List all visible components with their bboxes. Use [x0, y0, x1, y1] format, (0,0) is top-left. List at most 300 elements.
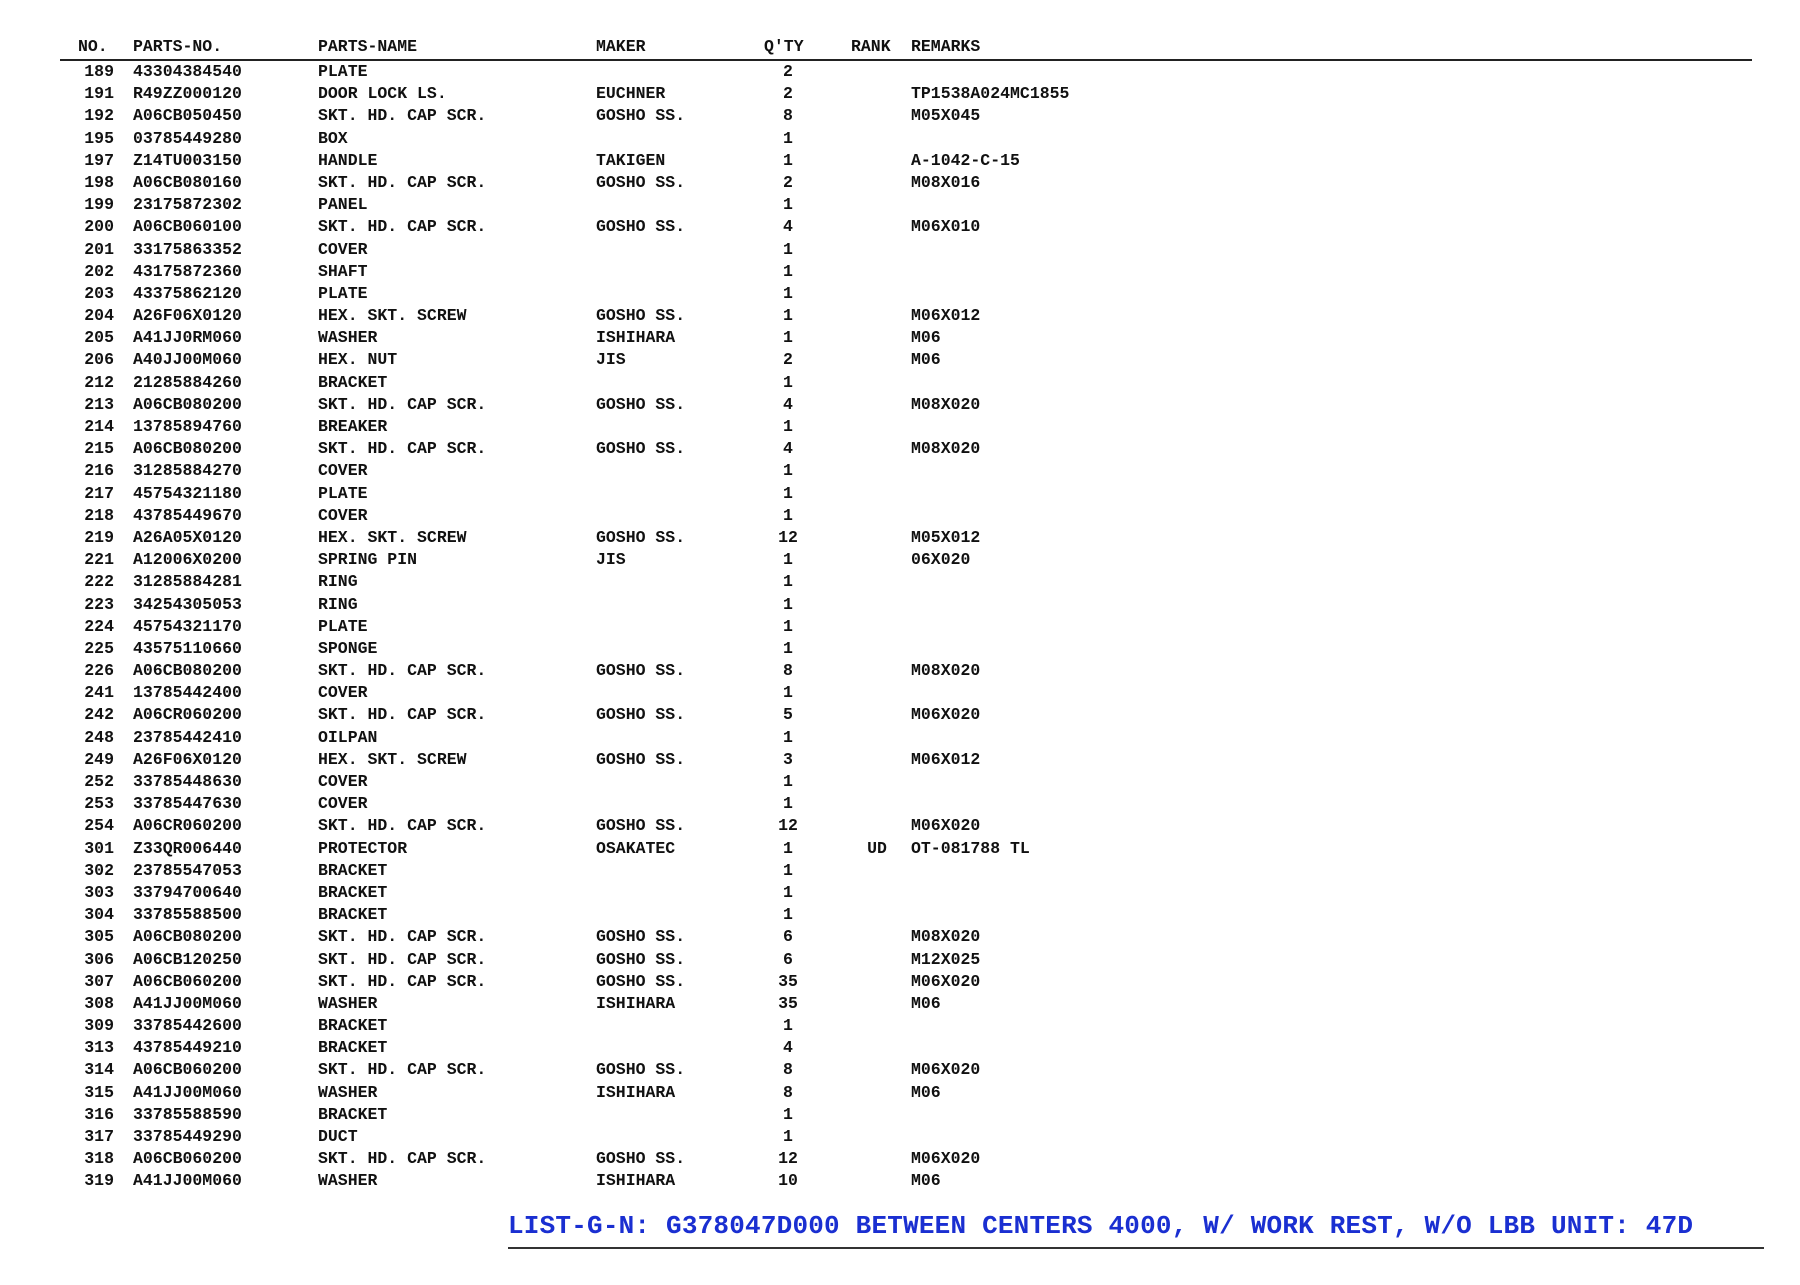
row-parts-name: BRACKET — [318, 1016, 388, 1036]
table-body — [60, 61, 1752, 1193]
row-remarks: M05X012 — [911, 527, 981, 547]
row-no: 205 — [84, 328, 114, 348]
row-parts-name: COVER — [318, 239, 368, 259]
row-maker: TAKIGEN — [596, 150, 666, 170]
row-remarks: M06 — [911, 1171, 941, 1191]
row-parts-no: 33785449290 — [133, 1127, 242, 1146]
row-qty: 1 — [783, 616, 793, 636]
row-maker: GOSHO SS. — [596, 1060, 686, 1080]
table-row — [60, 993, 1752, 1015]
row-maker: ISHIHARA — [596, 993, 676, 1013]
row-parts-no: 45754321180 — [133, 483, 242, 503]
row-qty: 8 — [783, 1082, 793, 1102]
row-qty: 6 — [783, 927, 793, 947]
row-no: 313 — [84, 1038, 114, 1058]
row-parts-name: SKT. HD. CAP SCR. — [318, 1149, 487, 1169]
row-maker: GOSHO SS. — [596, 394, 686, 414]
table-row — [60, 793, 1752, 815]
row-qty: 1 — [783, 727, 793, 747]
row-no: 318 — [84, 1149, 114, 1169]
row-parts-name: PLATE — [318, 616, 368, 636]
row-parts-name: WASHER — [318, 1082, 378, 1102]
row-qty: 12 — [778, 527, 798, 547]
header-no: NO. — [78, 37, 108, 56]
table-row — [60, 172, 1752, 194]
row-parts-name: SKT. HD. CAP SCR. — [318, 816, 487, 836]
table-row — [60, 971, 1752, 993]
row-parts-name: SKT. HD. CAP SCR. — [318, 106, 487, 126]
row-qty: 1 — [783, 1016, 793, 1036]
row-parts-name: SKT. HD. CAP SCR. — [318, 927, 487, 947]
row-no: 301 — [84, 838, 114, 858]
table-row — [60, 61, 1752, 83]
row-maker: GOSHO SS. — [596, 705, 686, 725]
row-parts-name: BRACKET — [318, 882, 388, 902]
row-parts-name: COVER — [318, 794, 368, 814]
row-no: 242 — [84, 705, 114, 725]
row-remarks: 06X020 — [911, 550, 971, 570]
row-remarks: M12X025 — [911, 949, 981, 969]
row-no: 305 — [84, 927, 114, 947]
row-parts-no: 33785588500 — [133, 905, 242, 925]
table-row — [60, 150, 1752, 172]
table-row — [60, 682, 1752, 704]
row-qty: 4 — [783, 439, 793, 459]
table-row — [60, 904, 1752, 926]
row-parts-name: SKT. HD. CAP SCR. — [318, 394, 487, 414]
row-no: 308 — [84, 993, 114, 1013]
row-no: 316 — [84, 1104, 114, 1124]
row-qty: 5 — [783, 705, 793, 725]
table-row — [60, 349, 1752, 371]
table-row — [60, 860, 1752, 882]
row-parts-no: A26F06X0120 — [133, 749, 242, 769]
row-no: 241 — [84, 683, 114, 703]
table-row — [60, 638, 1752, 660]
row-parts-no: 33175863352 — [133, 239, 242, 259]
header-remarks: REMARKS — [911, 37, 981, 56]
row-parts-no: A41JJ00M060 — [133, 993, 242, 1013]
row-no: 302 — [84, 860, 114, 880]
row-remarks: M06 — [911, 993, 941, 1013]
row-parts-no: 33785447630 — [133, 794, 242, 814]
row-remarks: M06X020 — [911, 1149, 981, 1169]
row-parts-no: A06CR060200 — [133, 816, 242, 836]
row-qty: 1 — [783, 417, 793, 436]
row-parts-no: A06CB120250 — [133, 949, 242, 969]
row-qty: 1 — [783, 860, 793, 880]
row-parts-name: WASHER — [318, 993, 378, 1013]
row-maker: ISHIHARA — [596, 328, 676, 348]
row-parts-name: SKT. HD. CAP SCR. — [318, 705, 487, 725]
row-qty: 1 — [783, 772, 793, 791]
row-qty: 2 — [783, 62, 793, 81]
row-remarks: M06X020 — [911, 705, 981, 725]
row-no: 218 — [84, 505, 114, 525]
header-qty: Q'TY — [764, 37, 804, 56]
row-rank: UD — [867, 838, 887, 858]
row-parts-name: COVER — [318, 461, 368, 481]
table-row — [60, 1015, 1752, 1037]
row-no: 206 — [84, 350, 114, 370]
table-row — [60, 83, 1752, 105]
row-no: 203 — [84, 283, 114, 303]
row-parts-no: A06CB060200 — [133, 971, 242, 991]
row-parts-name: HEX. SKT. SCREW — [318, 527, 467, 547]
row-parts-name: SKT. HD. CAP SCR. — [318, 217, 487, 237]
row-qty: 1 — [783, 283, 793, 303]
row-parts-no: 23175872302 — [133, 195, 242, 215]
row-parts-no: 13785442400 — [133, 683, 242, 703]
table-row — [60, 749, 1752, 771]
row-parts-name: PANEL — [318, 195, 368, 215]
row-parts-name: WASHER — [318, 1171, 378, 1191]
row-no: 226 — [84, 661, 114, 681]
row-qty: 1 — [783, 638, 793, 658]
row-qty: 1 — [783, 150, 793, 170]
table-row — [60, 105, 1752, 127]
row-remarks: M06 — [911, 350, 941, 370]
row-no: 314 — [84, 1060, 114, 1080]
table-row — [60, 438, 1752, 460]
row-parts-no: 43575110660 — [133, 638, 242, 658]
row-qty: 1 — [783, 328, 793, 348]
row-no: 191 — [84, 84, 114, 104]
row-parts-name: BOX — [318, 128, 348, 148]
row-qty: 1 — [783, 572, 793, 592]
table-row — [60, 1037, 1752, 1059]
row-parts-no: 45754321170 — [133, 616, 242, 636]
row-qty: 1 — [783, 594, 793, 614]
row-parts-no: 03785449280 — [133, 128, 242, 148]
row-maker: OSAKATEC — [596, 838, 676, 858]
row-maker: GOSHO SS. — [596, 1149, 686, 1169]
row-maker: ISHIHARA — [596, 1171, 676, 1191]
header-maker: MAKER — [596, 37, 646, 56]
row-parts-no: 23785547053 — [133, 860, 242, 880]
row-qty: 1 — [783, 261, 793, 281]
row-remarks: M06 — [911, 328, 941, 348]
row-remarks: M08X020 — [911, 661, 981, 681]
row-parts-no: A41JJ00M060 — [133, 1171, 242, 1191]
table-row — [60, 394, 1752, 416]
row-no: 212 — [84, 372, 114, 392]
table-row — [60, 882, 1752, 904]
table-row — [60, 483, 1752, 505]
row-parts-no: A06CB080160 — [133, 172, 242, 192]
row-no: 249 — [84, 749, 114, 769]
row-no: 225 — [84, 638, 114, 658]
row-no: 213 — [84, 394, 114, 414]
table-row — [60, 660, 1752, 682]
row-qty: 1 — [783, 195, 793, 215]
row-remarks: M08X020 — [911, 394, 981, 414]
row-parts-no: 33785448630 — [133, 772, 242, 791]
row-maker: GOSHO SS. — [596, 749, 686, 769]
table-row — [60, 505, 1752, 527]
row-remarks: M06X020 — [911, 816, 981, 836]
row-remarks: M08X020 — [911, 927, 981, 947]
row-qty: 1 — [783, 461, 793, 481]
row-qty: 1 — [783, 306, 793, 326]
row-parts-no: 33785588590 — [133, 1104, 242, 1124]
row-parts-name: WASHER — [318, 328, 378, 348]
row-qty: 1 — [783, 882, 793, 902]
row-maker: GOSHO SS. — [596, 106, 686, 126]
row-maker: GOSHO SS. — [596, 927, 686, 947]
row-no: 252 — [84, 772, 114, 791]
table-header — [60, 36, 1752, 61]
row-parts-no: A06CB060100 — [133, 217, 242, 237]
row-parts-no: A41JJ0RM060 — [133, 328, 242, 348]
row-qty: 1 — [783, 239, 793, 259]
row-parts-name: SKT. HD. CAP SCR. — [318, 172, 487, 192]
row-maker: JIS — [596, 550, 626, 570]
table-row — [60, 372, 1752, 394]
row-parts-no: 21285884260 — [133, 372, 242, 392]
row-qty: 1 — [783, 683, 793, 703]
row-qty: 1 — [783, 794, 793, 814]
row-remarks: M08X020 — [911, 439, 981, 459]
row-parts-no: A26A05X0120 — [133, 527, 242, 547]
table-row — [60, 1148, 1752, 1170]
row-qty: 1 — [783, 1104, 793, 1124]
row-no: 303 — [84, 882, 114, 902]
row-parts-name: COVER — [318, 683, 368, 703]
row-maker: GOSHO SS. — [596, 306, 686, 326]
table-row — [60, 527, 1752, 549]
row-qty: 1 — [783, 372, 793, 392]
row-parts-no: A06CB080200 — [133, 439, 242, 459]
row-no: 198 — [84, 172, 114, 192]
row-qty: 8 — [783, 661, 793, 681]
table-row — [60, 838, 1752, 860]
table-row — [60, 549, 1752, 571]
table-row — [60, 216, 1752, 238]
row-parts-name: HANDLE — [318, 150, 378, 170]
row-parts-no: 43785449210 — [133, 1038, 242, 1058]
row-qty: 12 — [778, 816, 798, 836]
row-parts-name: SPONGE — [318, 638, 378, 658]
row-remarks: M06X010 — [911, 217, 981, 237]
row-parts-name: HEX. SKT. SCREW — [318, 306, 467, 326]
row-parts-no: A40JJ00M060 — [133, 350, 242, 370]
row-qty: 1 — [783, 1127, 793, 1146]
row-parts-name: RING — [318, 594, 358, 614]
row-qty: 4 — [783, 1038, 793, 1058]
row-parts-name: SHAFT — [318, 261, 368, 281]
row-parts-name: DUCT — [318, 1127, 358, 1146]
row-parts-name: BREAKER — [318, 417, 388, 436]
row-parts-name: PLATE — [318, 62, 368, 81]
row-parts-name: SKT. HD. CAP SCR. — [318, 439, 487, 459]
table-row — [60, 460, 1752, 482]
row-no: 215 — [84, 439, 114, 459]
row-parts-no: 13785894760 — [133, 417, 242, 436]
row-no: 214 — [84, 417, 114, 436]
row-maker: GOSHO SS. — [596, 172, 686, 192]
row-no: 223 — [84, 594, 114, 614]
row-parts-no: A06CB080200 — [133, 927, 242, 947]
row-no: 219 — [84, 527, 114, 547]
row-maker: GOSHO SS. — [596, 816, 686, 836]
row-qty: 8 — [783, 1060, 793, 1080]
row-no: 199 — [84, 195, 114, 215]
header-parts-no: PARTS-NO. — [133, 37, 223, 56]
row-parts-name: SKT. HD. CAP SCR. — [318, 971, 487, 991]
row-no: 192 — [84, 106, 114, 126]
table-row — [60, 815, 1752, 837]
table-row — [60, 261, 1752, 283]
row-parts-name: SKT. HD. CAP SCR. — [318, 1060, 487, 1080]
row-qty: 1 — [783, 505, 793, 525]
row-parts-name: BRACKET — [318, 1038, 388, 1058]
row-parts-no: A12006X0200 — [133, 550, 242, 570]
row-parts-no: A41JJ00M060 — [133, 1082, 242, 1102]
row-no: 224 — [84, 616, 114, 636]
row-parts-no: 33785442600 — [133, 1016, 242, 1036]
row-remarks: OT-081788 TL — [911, 838, 1030, 858]
row-maker: GOSHO SS. — [596, 527, 686, 547]
row-parts-no: 31285884281 — [133, 572, 242, 592]
row-parts-name: HEX. NUT — [318, 350, 398, 370]
row-no: 200 — [84, 217, 114, 237]
table-row — [60, 727, 1752, 749]
row-qty: 1 — [783, 483, 793, 503]
table-row — [60, 416, 1752, 438]
row-parts-no: R49ZZ000120 — [133, 84, 242, 104]
row-no: 307 — [84, 971, 114, 991]
table-row — [60, 594, 1752, 616]
row-qty: 2 — [783, 350, 793, 370]
row-parts-name: SKT. HD. CAP SCR. — [318, 661, 487, 681]
row-qty: 8 — [783, 106, 793, 126]
row-parts-no: A06CB050450 — [133, 106, 242, 126]
row-parts-no: Z14TU003150 — [133, 150, 242, 170]
table-row — [60, 1104, 1752, 1126]
row-qty: 12 — [778, 1149, 798, 1169]
table-row — [60, 1126, 1752, 1148]
row-no: 201 — [84, 239, 114, 259]
table-row — [60, 239, 1752, 261]
row-maker: GOSHO SS. — [596, 661, 686, 681]
row-no: 309 — [84, 1016, 114, 1036]
row-maker: JIS — [596, 350, 626, 370]
table-row — [60, 194, 1752, 216]
row-qty: 4 — [783, 394, 793, 414]
row-remarks: M06X012 — [911, 749, 981, 769]
row-remarks: M06X020 — [911, 1060, 981, 1080]
row-qty: 35 — [778, 971, 798, 991]
table-row — [60, 1082, 1752, 1104]
row-no: 319 — [84, 1171, 114, 1191]
row-qty: 1 — [783, 905, 793, 925]
row-remarks: M06X012 — [911, 306, 981, 326]
row-remarks: M08X016 — [911, 172, 981, 192]
row-qty: 35 — [778, 993, 798, 1013]
row-qty: 1 — [783, 550, 793, 570]
row-parts-no: A06CR060200 — [133, 705, 242, 725]
row-parts-name: RING — [318, 572, 358, 592]
row-no: 216 — [84, 461, 114, 481]
header-rank: RANK — [851, 37, 891, 56]
header-parts-name: PARTS-NAME — [318, 37, 418, 56]
row-maker: EUCHNER — [596, 84, 666, 104]
row-no: 253 — [84, 794, 114, 814]
row-maker: GOSHO SS. — [596, 439, 686, 459]
row-parts-no: 43304384540 — [133, 62, 242, 81]
row-parts-name: BRACKET — [318, 860, 388, 880]
table-row — [60, 327, 1752, 349]
row-parts-no: 31285884270 — [133, 461, 242, 481]
row-no: 317 — [84, 1127, 114, 1146]
row-qty: 10 — [778, 1171, 798, 1191]
row-parts-no: A06CB080200 — [133, 394, 242, 414]
row-parts-name: OILPAN — [318, 727, 378, 747]
row-qty: 3 — [783, 749, 793, 769]
row-no: 195 — [84, 128, 114, 148]
row-parts-no: 34254305053 — [133, 594, 242, 614]
row-parts-name: BRACKET — [318, 1104, 388, 1124]
row-no: 197 — [84, 150, 114, 170]
row-no: 221 — [84, 550, 114, 570]
row-parts-no: 43175872360 — [133, 261, 242, 281]
table-row — [60, 949, 1752, 971]
row-parts-name: BRACKET — [318, 905, 388, 925]
row-qty: 1 — [783, 838, 793, 858]
row-parts-name: DOOR LOCK LS. — [318, 84, 447, 104]
row-no: 254 — [84, 816, 114, 836]
row-remarks: M06 — [911, 1082, 941, 1102]
row-qty: 2 — [783, 172, 793, 192]
row-parts-no: 23785442410 — [133, 727, 242, 747]
row-parts-name: COVER — [318, 772, 368, 791]
row-parts-no: A06CB060200 — [133, 1149, 242, 1169]
table-row — [60, 771, 1752, 793]
table-row — [60, 926, 1752, 948]
row-no: 306 — [84, 949, 114, 969]
row-parts-name: PLATE — [318, 283, 368, 303]
table-row — [60, 1170, 1752, 1192]
row-remarks: M06X020 — [911, 971, 981, 991]
parts-table — [60, 36, 1752, 1193]
row-no: 248 — [84, 727, 114, 747]
row-maker: GOSHO SS. — [596, 971, 686, 991]
row-remarks: A-1042-C-15 — [911, 150, 1020, 170]
row-qty: 6 — [783, 949, 793, 969]
row-no: 204 — [84, 306, 114, 326]
row-maker: GOSHO SS. — [596, 949, 686, 969]
row-parts-no: A06CB060200 — [133, 1060, 242, 1080]
row-parts-name: SPRING PIN — [318, 550, 418, 570]
row-parts-name: COVER — [318, 505, 368, 525]
row-parts-name: PLATE — [318, 483, 368, 503]
row-maker: ISHIHARA — [596, 1082, 676, 1102]
row-remarks: TP1538A024MC1855 — [911, 84, 1070, 104]
table-row — [60, 305, 1752, 327]
row-parts-name: BRACKET — [318, 372, 388, 392]
row-parts-name: HEX. SKT. SCREW — [318, 749, 467, 769]
row-parts-name: PROTECTOR — [318, 838, 408, 858]
table-row — [60, 704, 1752, 726]
list-footer-title: LIST-G-N: G378047D000 BETWEEN CENTERS 4000, W/ WORK REST, W/O LBB UNIT: 47D — [508, 1211, 1764, 1249]
row-parts-no: 43375862120 — [133, 283, 242, 303]
row-no: 304 — [84, 905, 114, 925]
row-remarks: M05X045 — [911, 106, 981, 126]
table-row — [60, 283, 1752, 305]
row-parts-no: Z33QR006440 — [133, 838, 242, 858]
row-parts-no: A26F06X0120 — [133, 306, 242, 326]
